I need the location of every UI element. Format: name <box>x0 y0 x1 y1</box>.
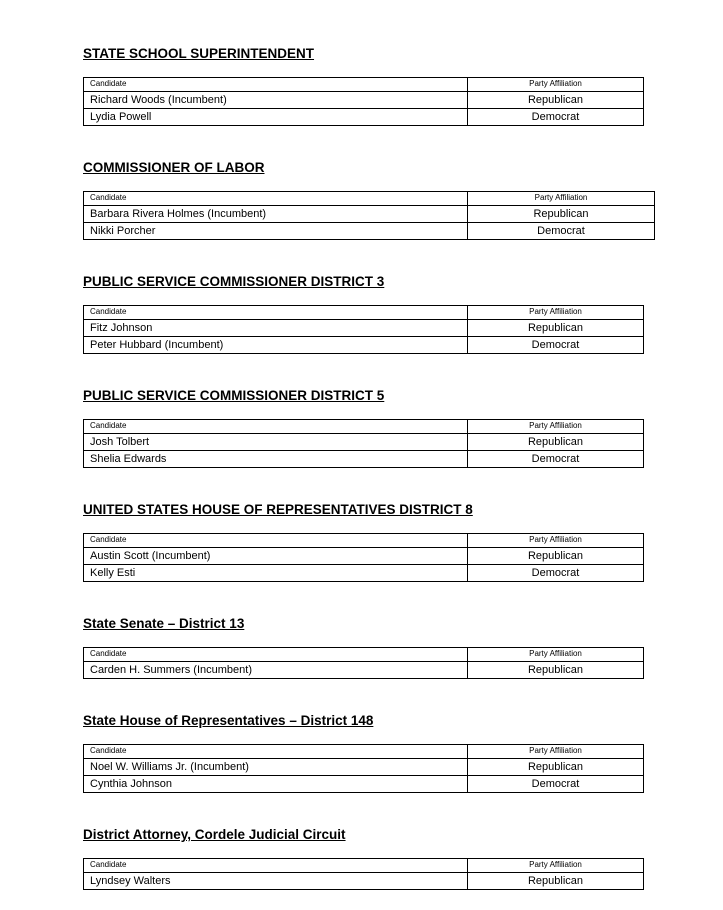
party-affiliation: Republican <box>527 436 584 448</box>
party-affiliation: Democrat <box>531 567 580 579</box>
candidate-column-header: Candidate <box>84 78 468 91</box>
party-column-header: Party Affiliation <box>529 79 582 88</box>
table-row <box>84 547 643 564</box>
candidate-name: Peter Hubbard (Incumbent) <box>84 337 468 353</box>
candidate-table <box>83 744 644 793</box>
table-row <box>84 872 643 889</box>
table-row <box>84 450 643 467</box>
table-row <box>84 108 643 125</box>
race-title: District Attorney, Cordele Judicial Circuit <box>83 827 346 842</box>
table-header-row <box>84 745 643 758</box>
candidate-name: Shelia Edwards <box>84 451 468 467</box>
table-row <box>84 433 643 450</box>
candidate-name: Carden H. Summers (Incumbent) <box>84 662 468 678</box>
party-affiliation: Republican <box>533 208 589 220</box>
party-column-header: Party Affiliation <box>529 307 582 316</box>
table-row <box>84 661 643 678</box>
party-column-header: Party Affiliation <box>529 649 582 658</box>
candidate-column-header: Candidate <box>84 306 468 319</box>
candidate-table <box>83 305 644 354</box>
candidate-name: Richard Woods (Incumbent) <box>84 92 468 108</box>
party-affiliation: Democrat <box>531 111 580 123</box>
party-affiliation: Democrat <box>531 339 580 351</box>
table-header-row <box>84 420 643 433</box>
party-affiliation: Republican <box>527 761 584 773</box>
race-title: COMMISSIONER OF LABOR <box>83 160 265 175</box>
party-affiliation: Democrat <box>537 225 585 237</box>
table-row <box>84 222 654 239</box>
candidate-name: Lyndsey Walters <box>84 873 468 889</box>
table-header-row <box>84 192 654 205</box>
candidate-column-header: Candidate <box>84 534 468 547</box>
candidate-column-header: Candidate <box>84 745 468 758</box>
table-row <box>84 91 643 108</box>
table-row <box>84 319 643 336</box>
table-row <box>84 205 654 222</box>
candidate-column-header: Candidate <box>84 420 468 433</box>
table-header-row <box>84 306 643 319</box>
party-column-header: Party Affiliation <box>529 860 582 869</box>
party-column-header: Party Affiliation <box>529 746 582 755</box>
candidate-name: Cynthia Johnson <box>84 776 468 792</box>
party-affiliation: Republican <box>527 664 584 676</box>
candidate-name: Josh Tolbert <box>84 434 468 450</box>
table-row <box>84 564 643 581</box>
table-header-row <box>84 859 643 872</box>
party-affiliation: Democrat <box>531 778 580 790</box>
candidate-name: Barbara Rivera Holmes (Incumbent) <box>84 206 468 222</box>
table-row <box>84 758 643 775</box>
party-column-header: Party Affiliation <box>529 421 582 430</box>
party-affiliation: Republican <box>527 94 584 106</box>
candidate-name: Austin Scott (Incumbent) <box>84 548 468 564</box>
party-affiliation: Republican <box>527 875 584 887</box>
candidate-name: Noel W. Williams Jr. (Incumbent) <box>84 759 468 775</box>
table-row <box>84 336 643 353</box>
party-affiliation: Republican <box>527 550 584 562</box>
table-header-row <box>84 78 643 91</box>
party-column-header: Party Affiliation <box>534 193 588 202</box>
candidate-table <box>83 533 644 582</box>
candidate-table <box>83 647 644 679</box>
race-title: PUBLIC SERVICE COMMISSIONER DISTRICT 5 <box>83 388 385 403</box>
table-row <box>84 775 643 792</box>
race-title: STATE SCHOOL SUPERINTENDENT <box>83 46 315 61</box>
candidate-column-header: Candidate <box>84 859 468 872</box>
candidate-column-header: Candidate <box>84 648 468 661</box>
party-affiliation: Republican <box>527 322 584 334</box>
candidate-table <box>83 77 644 126</box>
candidate-table <box>83 858 644 890</box>
candidate-table <box>83 419 644 468</box>
candidate-name: Kelly Esti <box>84 565 468 581</box>
candidate-name: Fitz Johnson <box>84 320 468 336</box>
race-title: PUBLIC SERVICE COMMISSIONER DISTRICT 3 <box>83 274 385 289</box>
race-title: State House of Representatives – District 148 <box>83 713 374 728</box>
race-title: UNITED STATES HOUSE OF REPRESENTATIVES DISTRICT 8 <box>83 502 473 517</box>
candidate-table <box>83 191 655 240</box>
table-header-row <box>84 648 643 661</box>
race-title: State Senate – District 13 <box>83 616 245 631</box>
candidate-name: Nikki Porcher <box>84 223 468 239</box>
candidate-column-header: Candidate <box>84 192 468 205</box>
party-affiliation: Democrat <box>531 453 580 465</box>
table-header-row <box>84 534 643 547</box>
candidate-name: Lydia Powell <box>84 109 468 125</box>
party-column-header: Party Affiliation <box>529 535 582 544</box>
